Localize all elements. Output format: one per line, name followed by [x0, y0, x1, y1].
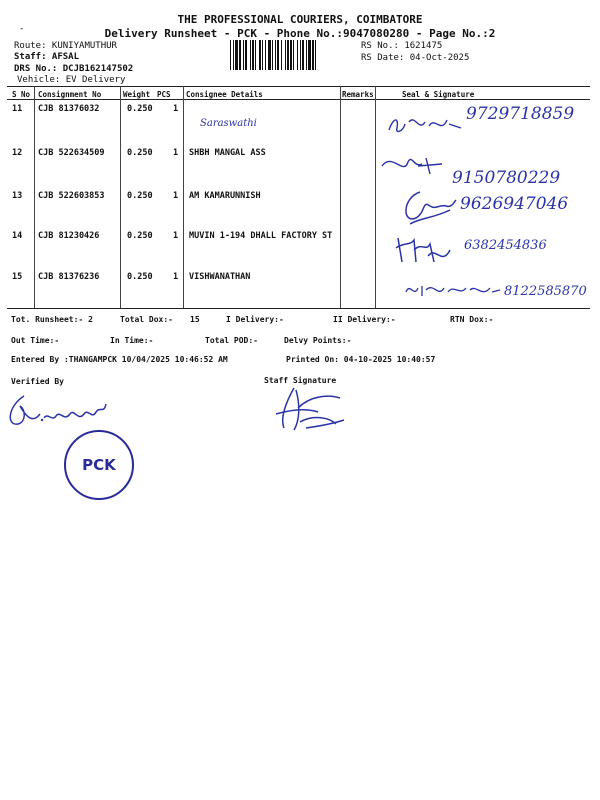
barcode-bar: [315, 40, 316, 70]
row-consignment: CJB 522634509: [38, 148, 105, 158]
row-sno: 12: [12, 148, 23, 158]
barcode-bar: [245, 40, 247, 70]
barcode-bar: [300, 40, 301, 70]
header-remarks: Remarks: [342, 90, 374, 99]
verified-by-label: Verified By: [11, 377, 64, 386]
vehicle-text: Vehicle: EV Delivery: [17, 75, 126, 85]
handwritten-consignee-name: Saraswathi: [200, 118, 257, 129]
header-consignment: Consignment No: [38, 90, 102, 99]
row-pcs: 1: [173, 272, 179, 282]
row-pcs: 1: [173, 231, 179, 241]
barcode-bar: [297, 40, 298, 70]
runsheet-subtitle: Delivery Runsheet - PCK - Phone No.:9047080280 - Page No.:2: [104, 27, 496, 40]
row-consignment: CJB 81376236: [38, 272, 100, 282]
table-bottom-rule: [7, 308, 590, 309]
entered-by: Entered By :THANGAMPCK 10/04/2025 10:46:52 AM: [11, 355, 228, 364]
barcode-bar: [290, 40, 292, 70]
stamp-text: PCK: [82, 456, 116, 474]
tot-runsheet: Tot. Runsheet:- 2: [11, 315, 93, 324]
handwritten-phone-row11: 9729718859: [466, 104, 575, 124]
header-sno: S No: [12, 90, 31, 99]
barcode-bar: [265, 40, 266, 70]
header-dash: -: [19, 24, 25, 34]
row-weight: 0.250: [127, 191, 153, 201]
handwritten-signature-row13: [400, 188, 458, 228]
barcode-bar: [233, 40, 234, 70]
table-top-rule: [7, 86, 590, 87]
handwritten-signature-row14: [392, 232, 452, 268]
row-sno: 15: [12, 272, 23, 282]
barcode-bar: [268, 40, 271, 70]
barcode-bar: [243, 40, 244, 70]
row-weight: 0.250: [127, 231, 153, 241]
rs-number: RS No.: 1621475: [361, 41, 443, 51]
out-time: Out Time:-: [11, 336, 60, 345]
barcode-bar: [252, 40, 254, 70]
column-divider: [120, 86, 121, 308]
route-text: Route: KUNIYAMUTHUR: [14, 41, 117, 51]
column-divider: [375, 86, 376, 308]
row-consignee: MUVIN 1-194 DHALL FACTORY ST: [189, 231, 333, 241]
staff-signature: [266, 384, 356, 434]
barcode-bar: [277, 40, 279, 70]
barcode-bar: [293, 40, 294, 70]
row-consignment: CJB 522603853: [38, 191, 105, 201]
barcode-bar: [239, 40, 241, 70]
barcode-bar: [306, 40, 307, 70]
handwritten-signature-row15: [404, 280, 502, 300]
barcode-bar: [312, 40, 314, 70]
barcode: [230, 40, 356, 70]
row-consignee: VISHWANATHAN: [189, 272, 251, 282]
verifier-signature: [4, 392, 110, 432]
barcode-bar: [250, 40, 251, 70]
handwritten-phone-row12: 9150780229: [452, 168, 561, 188]
delvy-points: Delvy Points:-: [284, 336, 352, 345]
barcode-bar: [285, 40, 286, 70]
row-consignee: SHBH MANGAL ASS: [189, 148, 266, 158]
header-seal-signature: Seal & Signature: [402, 90, 475, 99]
row-pcs: 1: [173, 148, 179, 158]
row-consignee: AM KAMARUNNISH: [189, 191, 261, 201]
row-consignment: CJB 81376032: [38, 104, 100, 114]
table-header-rule: [7, 99, 590, 100]
barcode-bar: [275, 40, 276, 70]
row-weight: 0.250: [127, 272, 153, 282]
barcode-bar: [302, 40, 304, 70]
barcode-bar: [255, 40, 256, 70]
handwritten-signature-row11: [385, 108, 465, 138]
barcode-bar: [262, 40, 263, 70]
row-sno: 14: [12, 231, 23, 241]
column-divider: [183, 86, 184, 308]
barcode-bar: [235, 40, 238, 70]
company-title: THE PROFESSIONAL COURIERS, COIMBATORE: [177, 13, 423, 26]
total-pod: Total POD:-: [205, 336, 258, 345]
i-delivery: I Delivery:-: [226, 315, 284, 324]
barcode-bar: [308, 40, 311, 70]
header-consignee: Consignee Details: [186, 90, 263, 99]
barcode-bar: [259, 40, 261, 70]
barcode-bar: [281, 40, 282, 70]
rtn-dox: RTN Dox:-: [450, 315, 494, 324]
printed-on: Printed On: 04-10-2025 10:40:57: [286, 355, 436, 364]
total-dox-value: 15: [190, 315, 200, 324]
handwritten-phone-row14: 6382454836: [464, 238, 547, 253]
barcode-bar: [272, 40, 273, 70]
handwritten-phone-row13: 9626947046: [460, 194, 569, 214]
drs-number: DRS No.: DCJB162147502: [14, 64, 134, 74]
row-weight: 0.250: [127, 104, 153, 114]
column-divider: [34, 86, 35, 308]
row-pcs: 1: [173, 191, 179, 201]
row-consignment: CJB 81230426: [38, 231, 100, 241]
pck-stamp: [64, 430, 134, 500]
rs-date: RS Date: 04-Oct-2025: [361, 53, 470, 63]
column-divider: [340, 86, 341, 308]
header-pcs: PCS: [157, 90, 171, 99]
barcode-bar: [230, 40, 231, 70]
total-dox-label: Total Dox:-: [120, 315, 173, 324]
in-time: In Time:-: [110, 336, 154, 345]
row-sno: 11: [12, 104, 23, 114]
header-weight: Weight: [123, 90, 151, 99]
barcode-bar: [287, 40, 289, 70]
handwritten-signature-row12: [378, 148, 448, 180]
staff-text: Staff: AFSAL: [14, 52, 80, 62]
staff-signature-label: Staff Signature: [264, 376, 337, 385]
ii-delivery: II Delivery:-: [333, 315, 396, 324]
row-weight: 0.250: [127, 148, 153, 158]
row-pcs: 1: [173, 104, 179, 114]
handwritten-phone-row15: 8122585870: [504, 284, 587, 299]
row-sno: 13: [12, 191, 23, 201]
